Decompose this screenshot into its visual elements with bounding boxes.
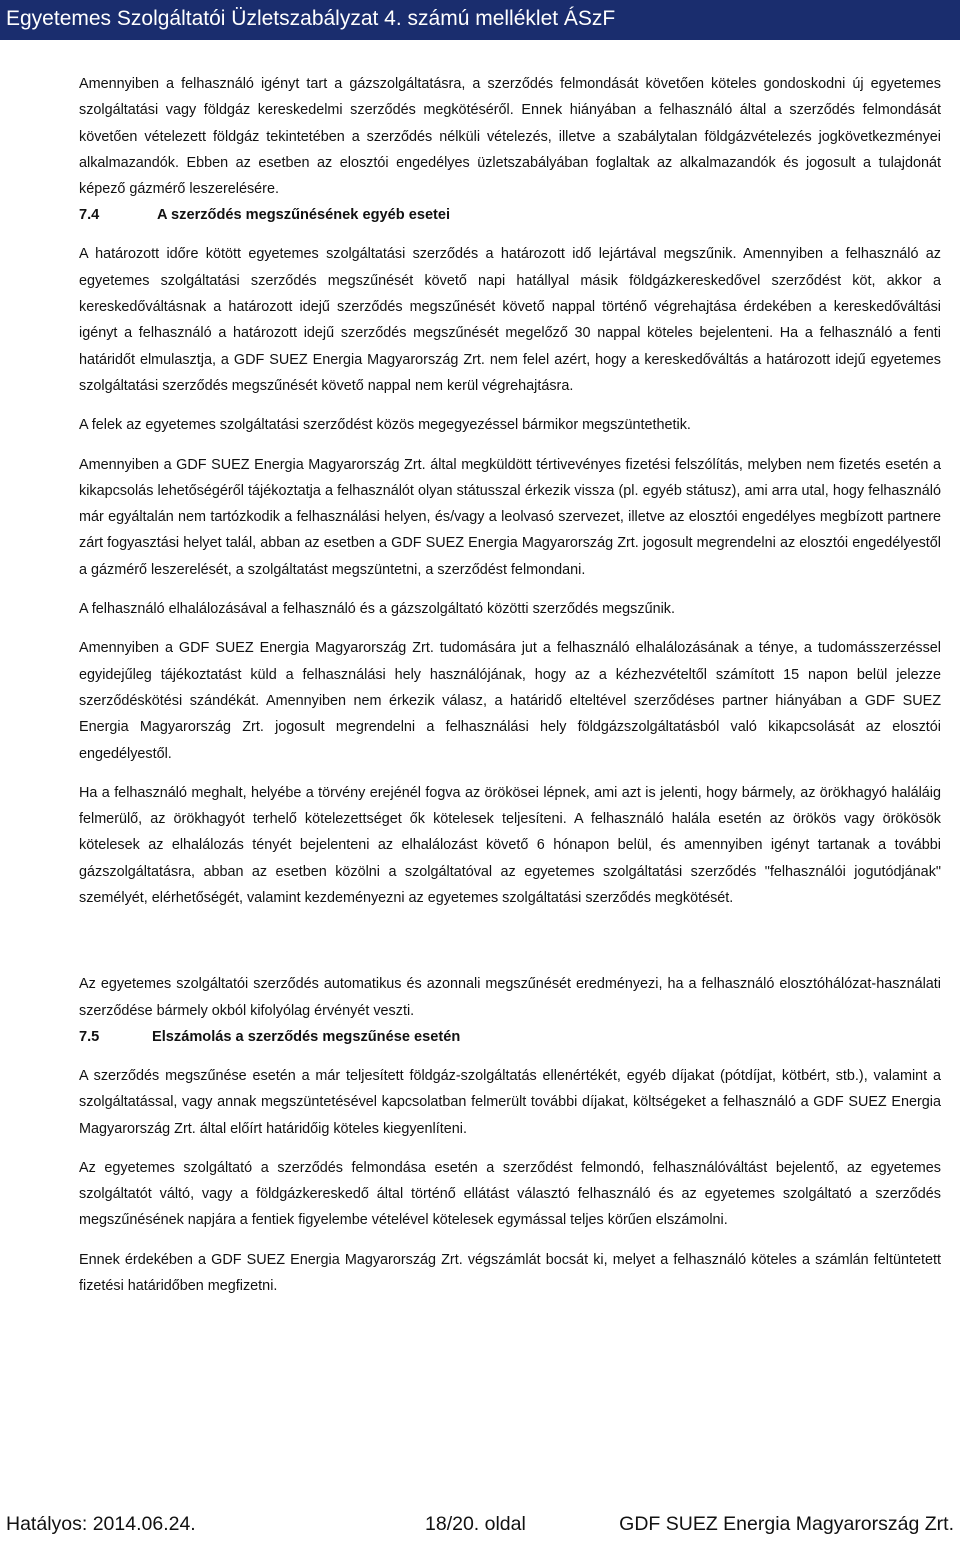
- section-number: 7.4: [79, 207, 100, 224]
- paragraph-automatic-termination: Az egyetemes szolgáltatói szerződés automatikus és azonnali megszűnését eredményezi, ha a felhasználó elosztóhálózat-használati szerződése bármely okból kifolyólag érvényét veszti.: [79, 976, 941, 1019]
- footer-page-number: 18/20. oldal: [425, 1513, 526, 1535]
- page-footer: [0, 1511, 960, 1541]
- section-title: Elszámolás a szerződés megszűnése esetén: [152, 1028, 461, 1045]
- section-number: 7.5: [79, 1028, 100, 1045]
- paragraph-heirs: Ha a felhasználó meghalt, helyébe a törvény erejénél fogva az örökösei lépnek, ami azt is jelenti, hogy bármely, az örökhagyó haláláig felmerülő, az örökhagyót terhelő kötelezettséget ők kötelesek teljesíteni. A felhasználó halála esetén az örökös vagy örökösök kötelesek az elhalálozás tényét bejelenteni az elhalálozást követő 6 hónapon belül, és amennyiben igényt tartanak a további gázszolgáltatásra, abban az esetben közölni a szolgáltatóval az egyetemes szolgáltatási szerződés "felhasználói jogutódjának" személyét, elérhetőségét, valamint kezdeményezni az egyetemes szolgáltatási szerződés megkötését.: [79, 784, 941, 907]
- section-heading-7-4: [79, 202, 941, 228]
- paragraph-settlement-fees: A szerződés megszűnése esetén a már teljesített földgáz-szolgáltatás ellenértékét, egyéb díjakat (pótdíjat, kötbért, stb.), valamint a szolgáltatással, vagy annak megszüntetésével kapcsolatban felmerült további díjakat, költségeket a felhasználó a GDF SUEZ Energia Magyarország Zrt. által előírt határidőig köteles kiegyenlíteni.: [79, 1067, 941, 1137]
- paragraph-payment-notice: Amennyiben a GDF SUEZ Energia Magyarország Zrt. által megküldött tértivevényes fizetési felszólítás, melyben nem fizetés esetén a kikapcsolás lehetőségéről tájékoztatja a felhasználót olyan státusszal érkezik vissza (pl. egyéb státusz), ami arra utal, hogy felhasználó már egyáltalán nem tartózkodik a felhasználási helyen, és/vagy a leolvasó szervezet, illetve az elosztói engedélyes megbízott partnere zárt fogyasztási helyet talál, abban az esetben a GDF SUEZ Energia Magyarország Zrt. jogosult megrendelni az elosztói engedélyestől a gázmérő leszerelését, a szolgáltatást megszüntetni, a szerződést felmondani.: [79, 456, 941, 578]
- paragraph-notification-of-death: Amennyiben a GDF SUEZ Energia Magyarország Zrt. tudomására jut a felhasználó elhalálozásának a ténye, a tudomásszerzéssel egyidejűleg tájékoztatást küld a felhasználási hely használójának, hogy az a kézhezvételtől számított 15 napon belül jelezze szerződéskötési szándékát. Amennyiben nem érkezik válasz, a határidő elteltével szerződéses partner hiányában a GDF SUEZ Energia Magyarország Zrt. jogosult megrendelni a felhasználási hely földgázszolgáltatásból való kikapcsolását az elosztói engedélyestől.: [79, 640, 941, 762]
- footer-effective-date: Hatályos: 2014.06.24.: [6, 1513, 196, 1535]
- footer-company: GDF SUEZ Energia Magyarország Zrt.: [619, 1513, 954, 1535]
- paragraph-final-invoice: Ennek érdekében a GDF SUEZ Energia Magyarország Zrt. végszámlát bocsát ki, melyet a felhasználó köteles a számlán feltüntetett fizetési határidőben megfizetni.: [79, 1251, 941, 1294]
- page-header: [0, 0, 960, 40]
- paragraph-mutual-settlement: Az egyetemes szolgáltató a szerződés felmondása esetén a szerződést felmondó, felhasználóváltást bejelentő, az egyetemes szolgáltatót váltó, vagy a földgázkereskedő által történő ellátást választó felhasználó és az egyetemes szolgáltató a szerződés megszűnésének napjára a fentiek figyelembe vételével kötelesek egymással teljes körűen elszámolni.: [79, 1159, 941, 1229]
- paragraph-mutual-agreement: A felek az egyetemes szolgáltatási szerződést közös megegyezéssel bármikor megszüntethetik.: [79, 417, 691, 434]
- section-title: A szerződés megszűnésének egyéb esetei: [157, 207, 451, 224]
- paragraph-termination-obligation: Amennyiben a felhasználó igényt tart a gázszolgáltatásra, a szerződés felmondását követően köteles gondoskodni új egyetemes szolgáltatási vagy földgáz kereskedelmi szerződés megkötéséről. Ennek hiányában a felhasználó által a szerződés felmondását követően vételezett földgáz tekintetében a szerződés nélküli vételezés, illetve a szabálytalan földgázvételezés jogkövetkezményei alkalmazandók. Ebben az esetben az elosztói engedélyes üzletszabályában foglaltak az alkalmazandók és jogosult a tulajdonát képező gázmérő leszerelésére.: [79, 76, 941, 198]
- document-body: [79, 71, 941, 1299]
- paragraph-death-of-user: A felhasználó elhalálozásával a felhasználó és a gázszolgáltató közötti szerződés megszűnik.: [79, 601, 675, 618]
- section-heading-7-5: [79, 1024, 941, 1050]
- paragraph-fixed-term-contract: A határozott időre kötött egyetemes szolgáltatási szerződés a határozott idő lejártával megszűnik. Amennyiben a felhasználó az egyetemes szolgáltatási szerződés megszűnését követő napi hatállyal másik földgázkereskedővel szerződést köt, akkor a kereskedőváltásnak a határozott idejű szerződés megszűnését követő nappal történő végrehajtása érdekében a kereskedőváltási igényt a felhasználó a határozott idejű szerződés megszűnését megelőző 30 nappal köteles bejelenteni. Ha a felhasználó a fenti határidőt elmulasztja, a GDF SUEZ Energia Magyarország Zrt. nem felel azért, hogy a kereskedőváltás a határozott idejű egyetemes szolgáltatási szerződés megszűnését követő nappal nem kerül végrehajtásra.: [79, 246, 941, 394]
- header-title: Egyetemes Szolgáltatói Üzletszabályzat 4. számú melléklet ÁSzF: [6, 7, 616, 30]
